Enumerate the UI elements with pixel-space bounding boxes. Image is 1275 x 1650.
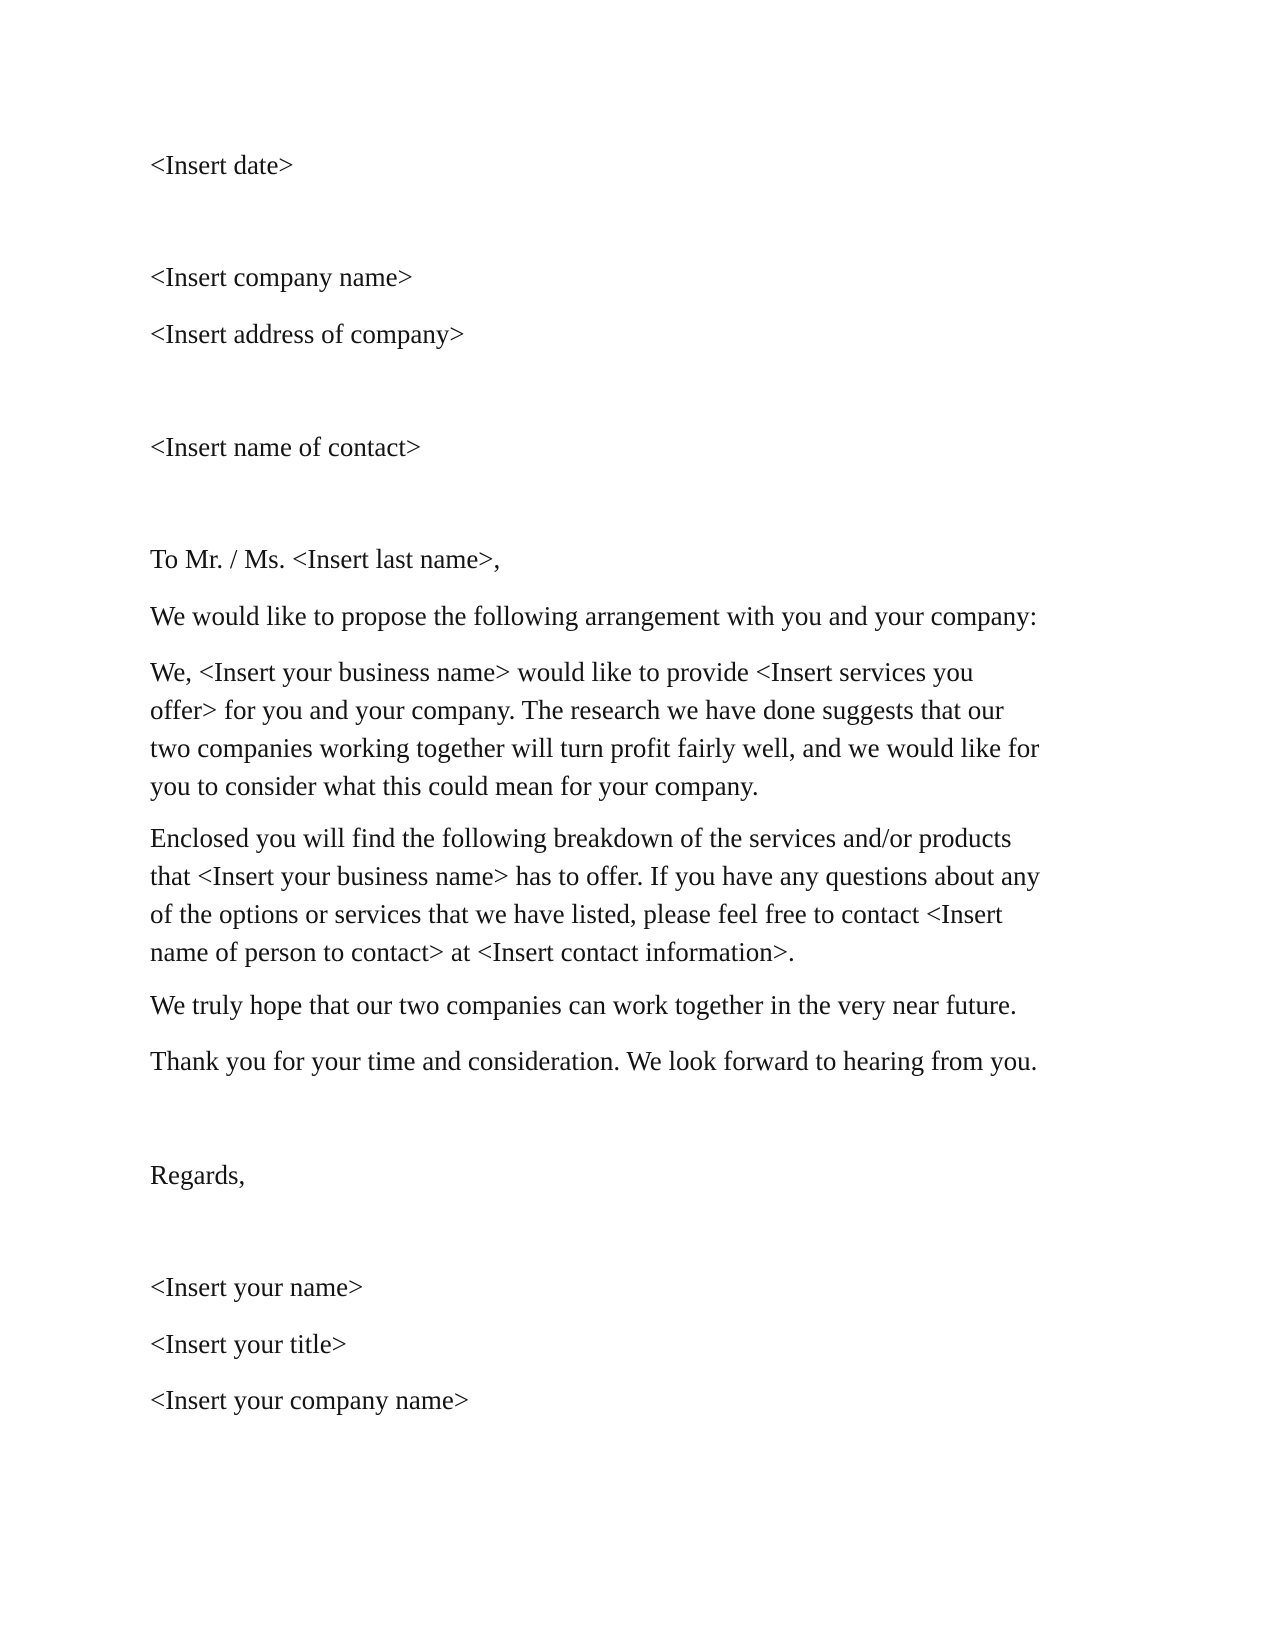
paragraph-1-line: two companies working together will turn profit fairly well, and we would like for xyxy=(150,733,1040,763)
paragraph-2-line: name of person to contact> at <Insert contact information>. xyxy=(150,937,795,967)
company-address-line: <Insert address of company> xyxy=(150,319,465,349)
salutation-line: To Mr. / Ms. <Insert last name>, xyxy=(150,544,501,574)
intro-line: We would like to propose the following arrangement with you and your company: xyxy=(150,601,1038,631)
sender-company-line: <Insert your company name> xyxy=(150,1385,470,1415)
paragraph-1-line: We, <Insert your business name> would like to provide <Insert services you xyxy=(150,657,974,687)
body-paragraph-2 xyxy=(150,819,1130,971)
paragraph-2-line: that <Insert your business name> has to offer. If you have any questions about any xyxy=(150,861,1041,891)
paragraph-2-line: Enclosed you will find the following breakdown of the services and/or products xyxy=(150,823,1012,853)
sender-title-line: <Insert your title> xyxy=(150,1329,347,1359)
date-line: <Insert date> xyxy=(150,150,294,180)
company-name-line: <Insert company name> xyxy=(150,262,413,292)
paragraph-2-line: of the options or services that we have listed, please feel free to contact <Insert xyxy=(150,899,1003,929)
closing-line: Regards, xyxy=(150,1160,246,1190)
contact-name-line: <Insert name of contact> xyxy=(150,432,422,462)
body-paragraph-4: Thank you for your time and consideration. We look forward to hearing from you. xyxy=(150,1046,1038,1076)
body-paragraph-3: We truly hope that our two companies can work together in the very near future. xyxy=(150,990,1017,1020)
body-paragraph-1 xyxy=(150,653,1130,805)
paragraph-1-line: offer> for you and your company. The research we have done suggests that our xyxy=(150,695,1004,725)
sender-name-line: <Insert your name> xyxy=(150,1272,364,1302)
paragraph-1-line: you to consider what this could mean for your company. xyxy=(150,771,759,801)
